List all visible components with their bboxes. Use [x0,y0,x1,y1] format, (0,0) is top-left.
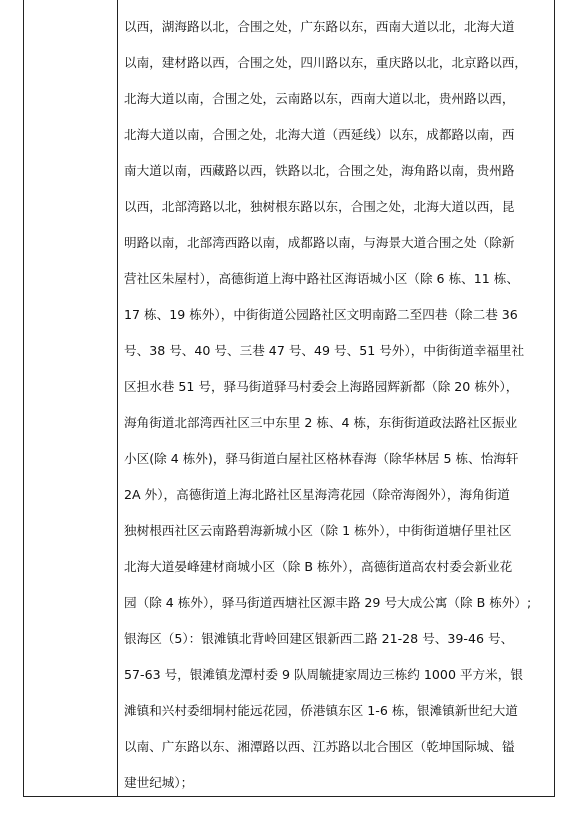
text-line: 2A 外），高德街道上海北路社区星海湾花园（除帝海阁外），海角街道 [124,487,510,502]
text-line: 明路以南，北部湾西路以南，成都路以南，与海景大道合围之处（除新 [124,235,515,250]
text-line: 17 栋、19 栋外），中街街道公园路社区文明南路二至四巷（除二巷 36 [124,307,518,322]
text-line: 海角街道北部湾西社区三中东里 2 栋、4 栋，东街街道政法路社区振业 [124,415,518,430]
text-line: 号、38 号、40 号、三巷 47 号、49 号、51 号外），中街街道幸福里社 [124,343,525,358]
text-line: 以西，湖海路以北，合围之处，广东路以东，西南大道以北，北海大道 [124,19,515,34]
text-line: 以南，建材路以西，合围之处，四川路以东，重庆路以北，北京路以西， [124,55,527,70]
text-line: 小区(除 4 栋外)，驿马街道白屋社区格林春海（除华林居 5 栋、怡海轩 [124,451,519,466]
text-line: 园（除 4 栋外），驿马街道西塘社区源丰路 29 号大成公寓（除 B 栋外）; [124,595,532,610]
text-line: 南大道以南，西藏路以西，铁路以北，合围之处，海角路以南，贵州路 [124,163,515,178]
text-line: 独树根西社区云南路碧海新城小区（除 1 栋外），中街街道塘仔里社区 [124,523,512,538]
text-line: 建世纪城）； [124,775,194,790]
text-line: 北海大道以南，合围之处，云南路以东，西南大道以北，贵州路以西， [124,91,515,106]
text-cell [118,0,554,796]
text-line: 北海大道以南，合围之处，北海大道（西延线）以东，成都路以南，西 [124,127,515,142]
left-cell [24,0,117,796]
text-line: 以南、广东路以东、湘潭路以西、江苏路以北合围区（乾坤国际城、镒 [124,739,515,754]
text-line: 57-63 号，银滩镇龙潭村委 9 队周毓捷家周边三栋约 1000 平方米，银 [124,667,523,682]
text-line: 以西，北部湾路以北，独树根东路以东，合围之处，北海大道以西，昆 [124,199,515,214]
text-line: 滩镇和兴村委细垌村能远花园，侨港镇东区 1-6 栋，银滩镇新世纪大道 [124,703,518,718]
text-line: 北海大道晏峰建材商城小区（除 B 栋外），高德街道高农村委会新业花 [124,559,513,574]
text-line: 银海区（5）：银滩镇北背岭回建区银新西二路 21-28 号、39-46 号、 [124,631,514,646]
text-line: 营社区朱屋村），高德街道上海中路社区海语城小区（除 6 栋、11 栋、 [124,271,519,286]
text-line: 区担水巷 51 号，驿马街道驿马村委会上海路园辉新都（除 20 栋外）， [124,379,519,394]
